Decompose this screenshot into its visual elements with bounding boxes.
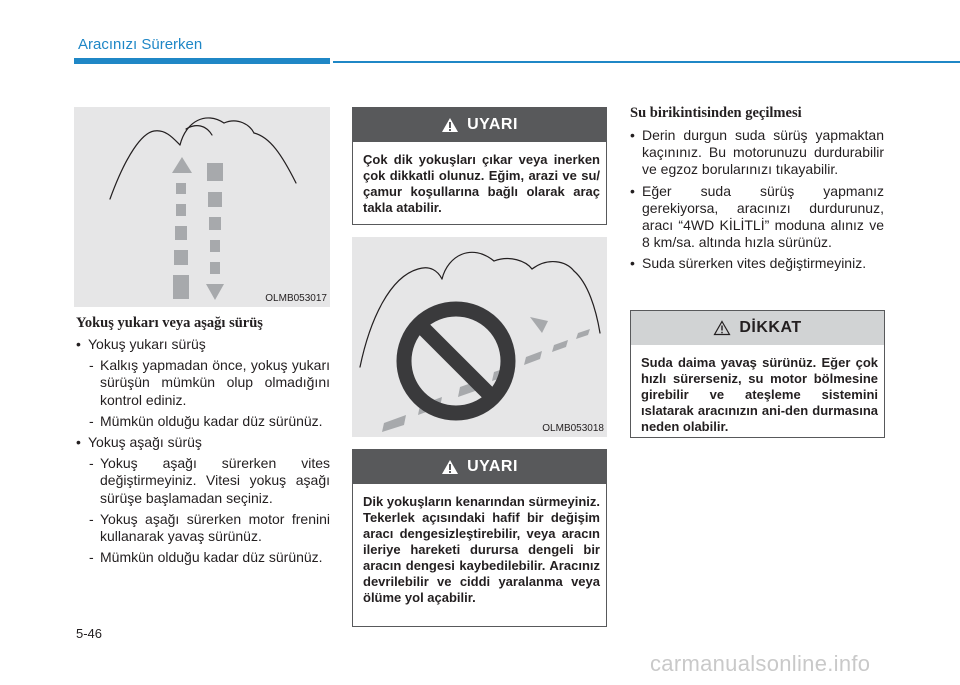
- uphill-bullet: • Yokuş yukarı sürüş: [76, 336, 330, 353]
- list-item: - Mümkün olduğu kadar düz sürünüz.: [76, 549, 330, 566]
- watermark: carmanualsonline.info: [650, 651, 871, 676]
- list-item: - Yokuş aşağı sürerken vites değiştirmeyiniz. Vitesi yokuş aşağı sürüşe başlamadan seçiniz.: [76, 455, 330, 507]
- list-item: • Derin durgun suda sürüş yapmaktan kaçınınız. Bu motorunuzu durdurabilir ve egzoz borularınızı tıkayabilir.: [630, 127, 884, 179]
- caution-text: Suda daima yavaş sürünüz. Eğer çok hızlı sürerseniz, su motor bölmesine girebilir ve ateşleme sistemini ıslatarak aracınızın ani-den durmasına neden olabilir.: [641, 355, 878, 434]
- caution-title: DİKKAT: [739, 319, 802, 336]
- warning-header: [353, 450, 606, 484]
- caution-header: [631, 311, 884, 345]
- hill-heading: Yokuş yukarı veya aşağı sürüş: [76, 315, 263, 331]
- figure-code: OLMB053017: [265, 293, 327, 304]
- hill-illustration: [74, 107, 330, 307]
- header-rule-thin: [333, 61, 960, 63]
- water-heading: Su birikintisinden geçilmesi: [630, 105, 802, 121]
- warning-triangle-icon: [441, 459, 459, 475]
- list-item: - Yokuş aşağı sürerken motor frenini kullanarak yavaş sürünüz.: [76, 511, 330, 545]
- list-item: - Mümkün olduğu kadar düz sürünüz.: [76, 413, 330, 430]
- warning-title: UYARI: [467, 458, 518, 475]
- page-number: 5-46: [76, 626, 103, 641]
- warning-box: [352, 449, 607, 627]
- figure-code: OLMB053018: [542, 423, 604, 434]
- warning-text: Dik yokuşların kenarından sürmeyiniz. Tekerlek açısındaki hafif bir değişim aracı dengesizleştirebilir, veya aracın ileriye hareketi durursa dengeli bir aracın dengesi kaybedilebilir. Aracınız devrilebilir ve ciddi yaralanma veya ölüme yol açabilir.: [363, 494, 600, 605]
- downhill-bullet: • Yokuş aşağı sürüş: [76, 434, 330, 451]
- list-item: - Kalkış yapmadan önce, yokuş yukarı sürüşün mümkün olup olmadığını kontrol ediniz.: [76, 357, 330, 409]
- warning-title: UYARI: [467, 116, 518, 133]
- hill-figure: [74, 107, 330, 307]
- header-rule-thick: [74, 58, 330, 64]
- prohibition-icon: [404, 309, 508, 413]
- list-item: • Eğer suda sürüş yapmanız gerekiyorsa, aracınızı durdurunuz, aracı “4WD KİLİTLİ” moduna alınız ve 8 km/sa. altında hızla sürünüz.: [630, 183, 884, 252]
- water-text: [630, 127, 884, 273]
- section-title: Aracınızı Sürerken: [78, 36, 203, 53]
- list-item: • Suda sürerken vites değiştirmeyiniz.: [630, 255, 884, 272]
- caution-box: [630, 310, 885, 438]
- warning-header: [353, 108, 606, 142]
- warning-text: Çok dik yokuşları çıkar veya inerken çok dikkatli olunuz. Eğim, arazi ve su/çamur koşullarına bağlı olarak araç takla atabilir.: [363, 152, 600, 215]
- prohibited-figure: [352, 237, 607, 437]
- warning-box: [352, 107, 607, 225]
- hill-text: [76, 336, 330, 566]
- side-slope-illustration: [352, 237, 607, 437]
- warning-triangle-icon: [441, 117, 459, 133]
- caution-triangle-icon: [713, 320, 731, 336]
